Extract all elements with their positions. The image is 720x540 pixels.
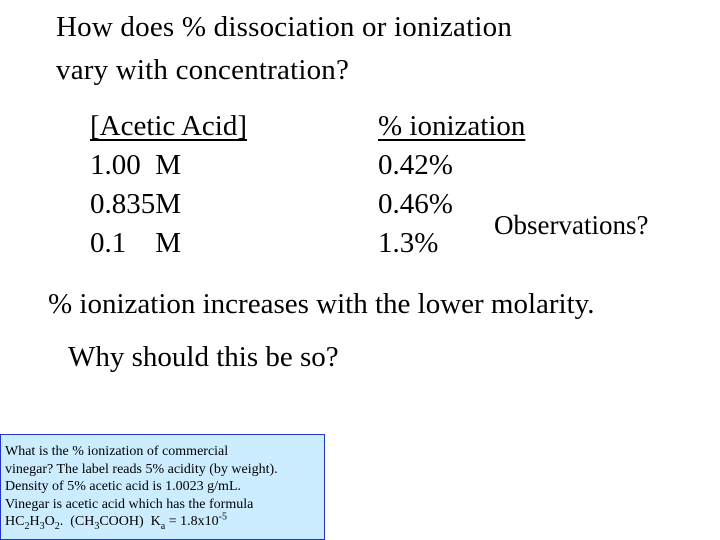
observations-prompt: Observations? xyxy=(494,210,649,240)
title-line-2: vary with concentration? xyxy=(56,54,350,86)
slide-title xyxy=(56,6,512,92)
note-line-3: Density of 5% acetic acid is 1.0023 g/mL. xyxy=(5,479,241,494)
ionization-row-1: 0.42% xyxy=(378,149,453,181)
question-text: Why should this be so? xyxy=(68,341,339,373)
header-percent-ionization: % ionization xyxy=(378,110,526,142)
note-line-2: vinegar? The label reads 5% acidity (by weight). xyxy=(5,461,278,477)
note-line-4: Vinegar is acetic acid which has the formula xyxy=(5,496,254,512)
title-line-1: How does % dissociation or ionization xyxy=(56,11,513,43)
concentration-row-3: 0.1 M xyxy=(90,227,182,259)
note-line-1: What is the % ionization of commercial xyxy=(5,444,229,459)
concentration-row-2: 0.835M xyxy=(90,188,182,220)
note-formula-line: $HC_2H_3O_2$. $(CH_3COOH) K_a = 1.8x10^{-5}$ xyxy=(5,511,227,532)
header-acetic-acid: [Acetic Acid] xyxy=(90,110,248,142)
vinegar-problem-box xyxy=(0,434,325,540)
ionization-row-3: 1.3% xyxy=(378,227,439,259)
ionization-row-2: 0.46% xyxy=(378,188,453,220)
conclusion-text: % ionization increases with the lower molarity. xyxy=(48,288,595,320)
concentration-column xyxy=(90,107,315,263)
concentration-row-1: 1.00 M xyxy=(90,149,182,181)
